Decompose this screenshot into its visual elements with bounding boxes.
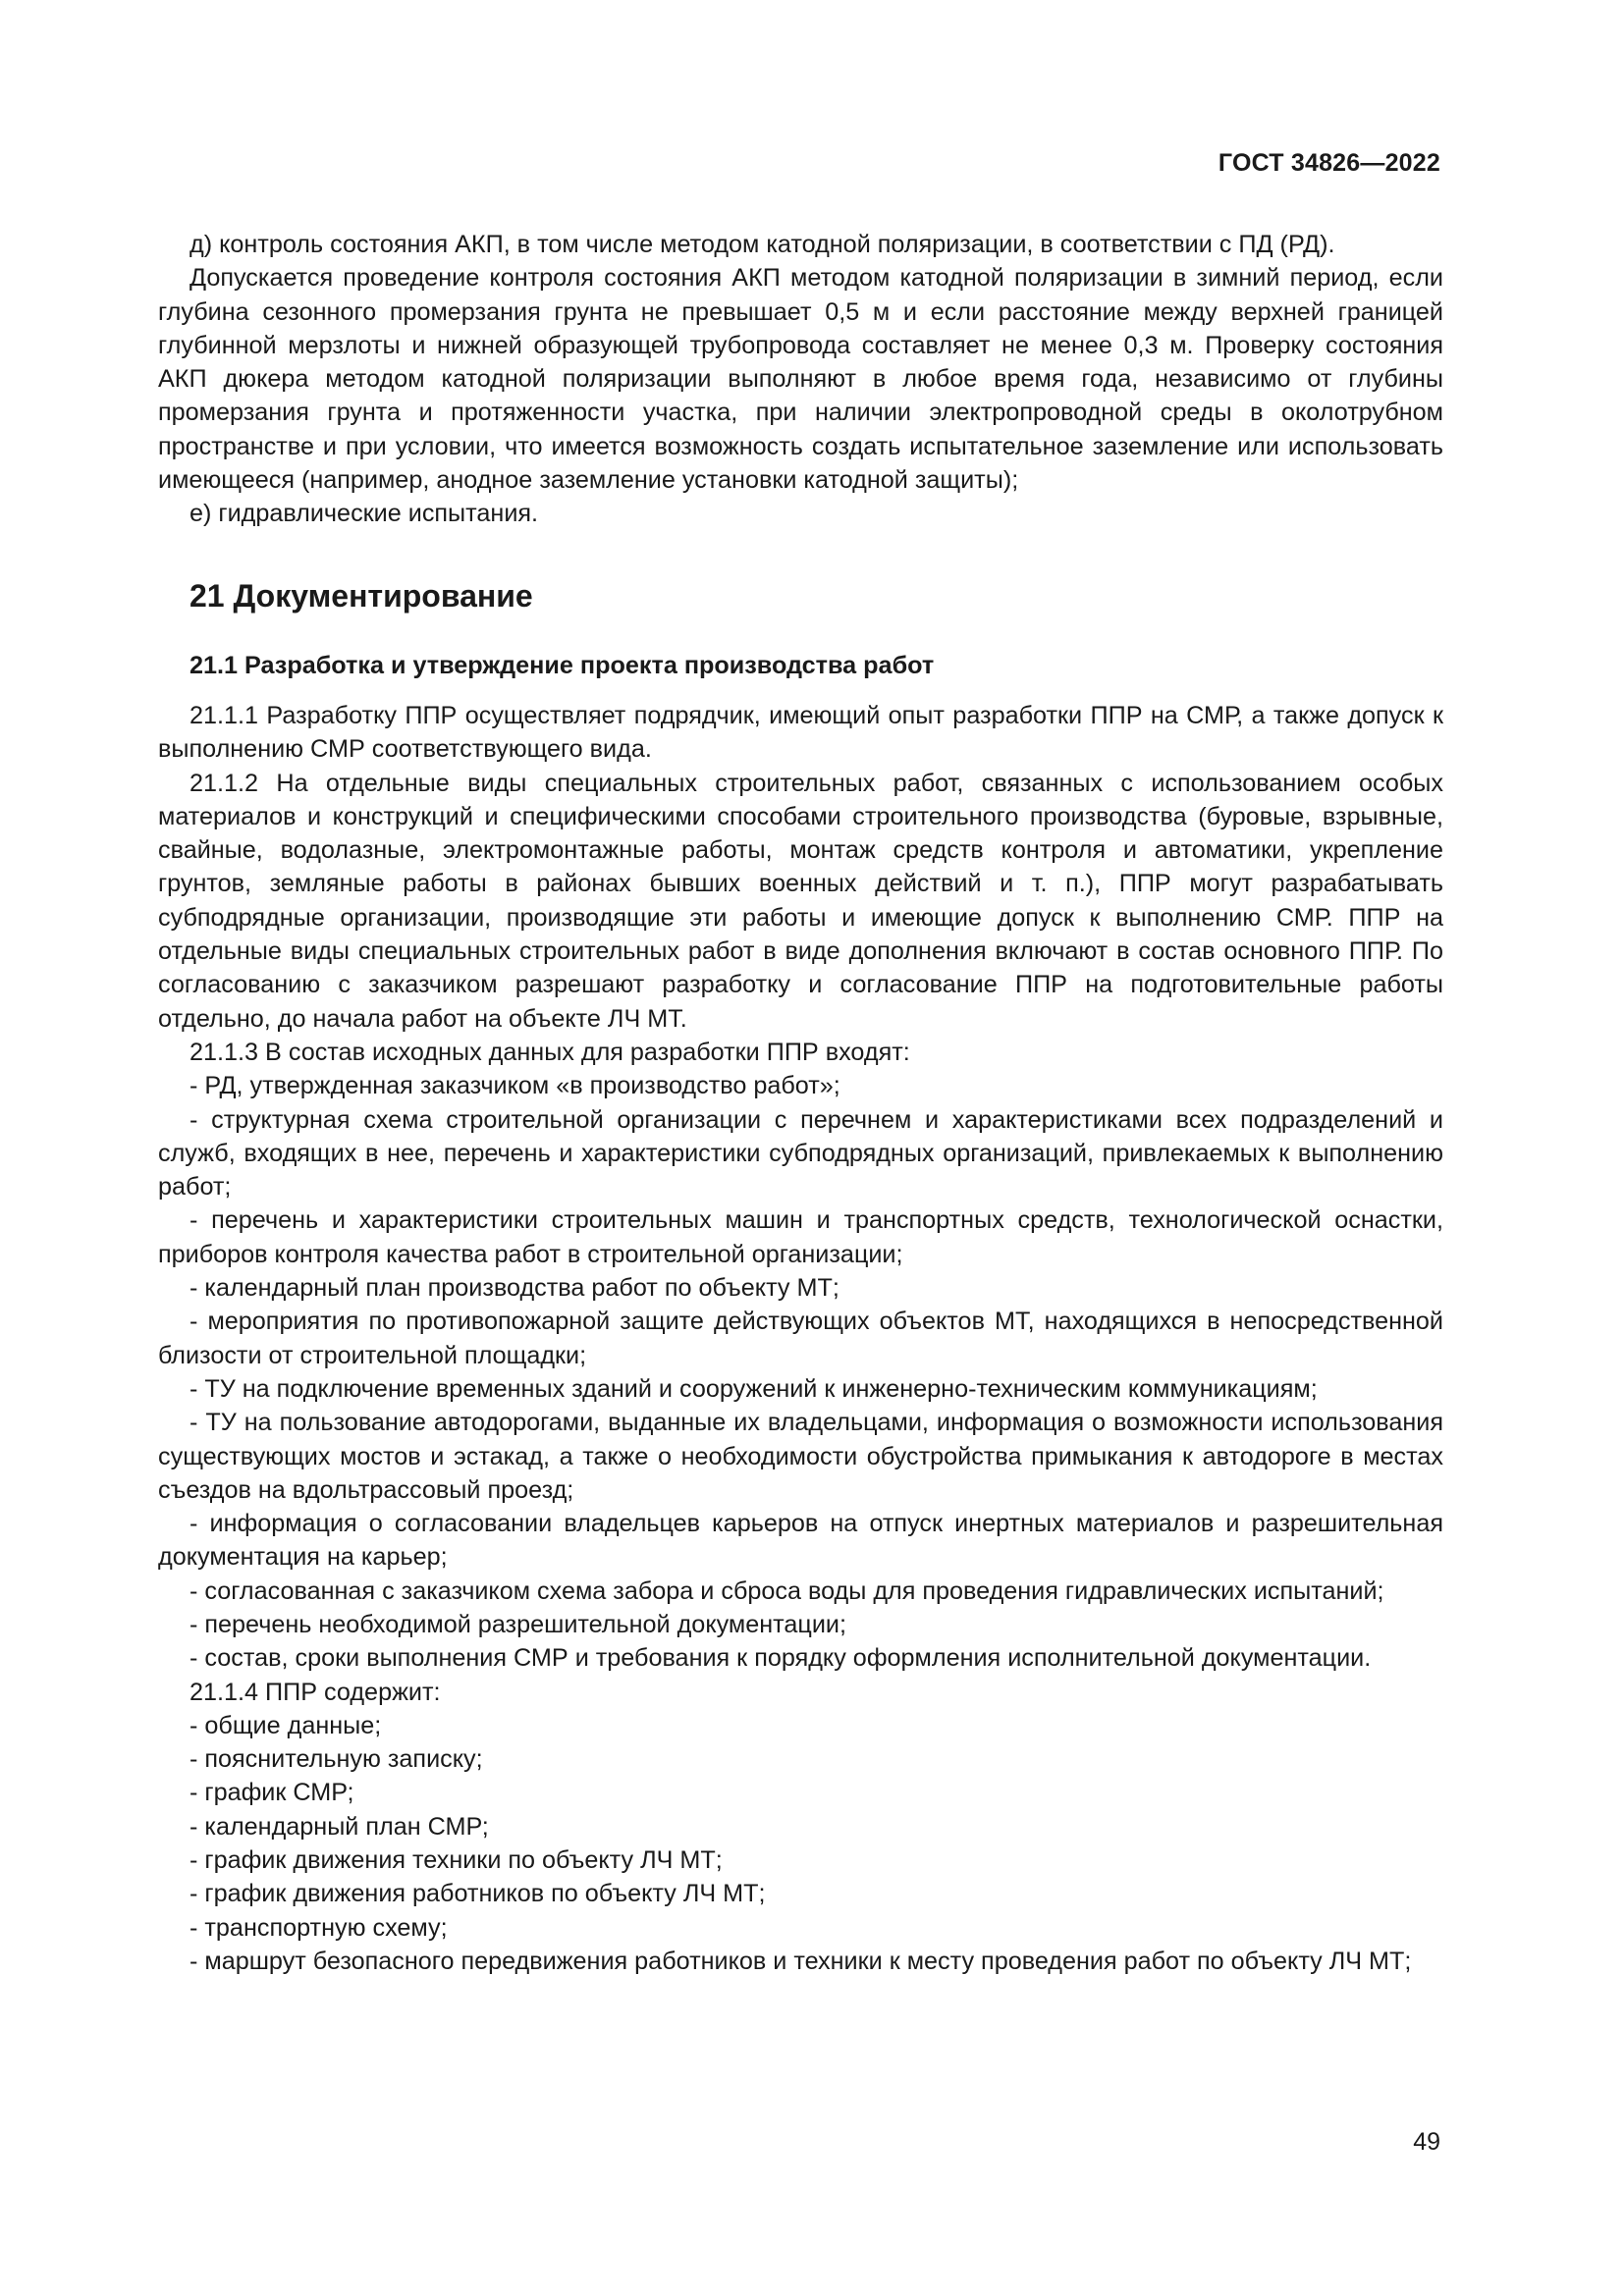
list-item: - перечень и характеристики строительных машин и транспортных средств, технологической оснастки, приборов контроля качества работ в строительной организации; (158, 1206, 1443, 1268)
list-item: - график движения техники по объекту ЛЧ МТ; (189, 1846, 723, 1875)
clause-paragraph: 21.1.3 В состав исходных данных для разработки ППР входят: (189, 1038, 910, 1066)
list-item: - мероприятия по противопожарной защите действующих объектов МТ, находящихся в непосредственной близости от строительной площадки; (158, 1308, 1443, 1369)
page-number: 49 (1413, 2128, 1440, 2156)
list-item: - календарный план СМР; (189, 1812, 489, 1841)
clause-paragraph: 21.1.4 ППР содержит: (189, 1678, 441, 1706)
intro-paragraph: д) контроль состояния АКП, в том числе методом катодной поляризации, в соответствии с ПД (РД). (189, 231, 1335, 258)
list-item: - общие данные; (189, 1711, 382, 1739)
intro-paragraph: е) гидравлические испытания. (189, 500, 539, 528)
list-item: - состав, сроки выполнения СМР и требования к порядку оформления исполнительной документации. (189, 1644, 1372, 1673)
list-item: - структурная схема строительной организации с перечнем и характеристиками всех подразделений и служб, входящих в нее, перечень и характеристики субподрядных организаций, привлекаемых к выполнению работ; (158, 1105, 1443, 1201)
list-item: - маршрут безопасного передвижения работников и техники к месту проведения работ по объекту ЛЧ МТ; (189, 1947, 1412, 1975)
list-item: - ТУ на пользование автодорогами, выданные их владельцами, информация о возможности использования существующих мостов и эстакад, а также о необходимости обустройства примыкания к автодороге в местах съездов на вдольтрассовый проезд; (158, 1409, 1443, 1504)
section-heading: 21 Документирование (189, 577, 533, 614)
list-item: - перечень необходимой разрешительной документации; (189, 1610, 846, 1638)
intro-paragraph: Допускается проведение контроля состояния АКП методом катодной поляризации в зимний период, если глубина сезонного промерзания грунта не превышает 0,5 м и если расстояние между верхней границей глубинной мерзлоты и нижней образующей трубопровода составляет не менее 0,3 м. Проверку состояния АКП дюкера методом катодной поляризации выполняют в любое время года, независимо от глубины промерзания грунта и протяженности участка, при наличии электропроводной среды в околотрубном пространстве и при условии, что имеется возможность создать испытательное заземление или использовать имеющееся (например, анодное заземление установки катодной защиты); (158, 264, 1443, 495)
list-item: - информация о согласовании владельцев карьеров на отпуск инертных материалов и разрешительная документация на карьер; (158, 1510, 1443, 1572)
list-item: - пояснительную записку; (189, 1745, 483, 1774)
clause-paragraph: 21.1.2 На отдельные виды специальных строительных работ, связанных с использованием особых материалов и конструкций и специфическими способами строительного производства (буровые, взрывные, свайные, водолазные, электромонтажные работы, монтаж средств контроля и автоматики, укрепление грунтов, земляные работы в районах бывших военных действий и т. п.), ППР могут разрабатывать субподрядные организации, производящие эти работы и имеющие допуск к выполнению СМР. ППР на отдельные виды специальных строительных работ в виде дополнения включают в состав основного ППР. По согласованию с заказчиком разрешают разработку и согласование ППР на подготовительные работы отдельно, до начала работ на объекте ЛЧ МТ. (158, 769, 1443, 1033)
clause-paragraph: 21.1.1 Разработку ППР осуществляет подрядчик, имеющий опыт разработки ППР на СМР, а также допуск к выполнению СМР соответствующего вида. (158, 701, 1443, 764)
list-item: - согласованная с заказчиком схема забора и сброса воды для проведения гидравлических испытаний; (189, 1576, 1384, 1605)
list-item: - транспортную схему; (189, 1913, 448, 1942)
list-item: - календарный план производства работ по объекту МТ; (189, 1274, 839, 1303)
list-item: - РД, утвержденная заказчиком «в производство работ»; (189, 1072, 840, 1100)
standard-code: ГОСТ 34826—2022 (1218, 149, 1440, 177)
list-item: - ТУ на подключение временных зданий и сооружений к инженерно-техническим коммуникациям; (189, 1374, 1318, 1403)
list-item: - график СМР; (189, 1779, 354, 1807)
subsection-heading: 21.1 Разработка и утверждение проекта производства работ (189, 651, 935, 679)
list-item: - график движения работников по объекту ЛЧ МТ; (189, 1880, 766, 1908)
document-body (158, 228, 1443, 1978)
